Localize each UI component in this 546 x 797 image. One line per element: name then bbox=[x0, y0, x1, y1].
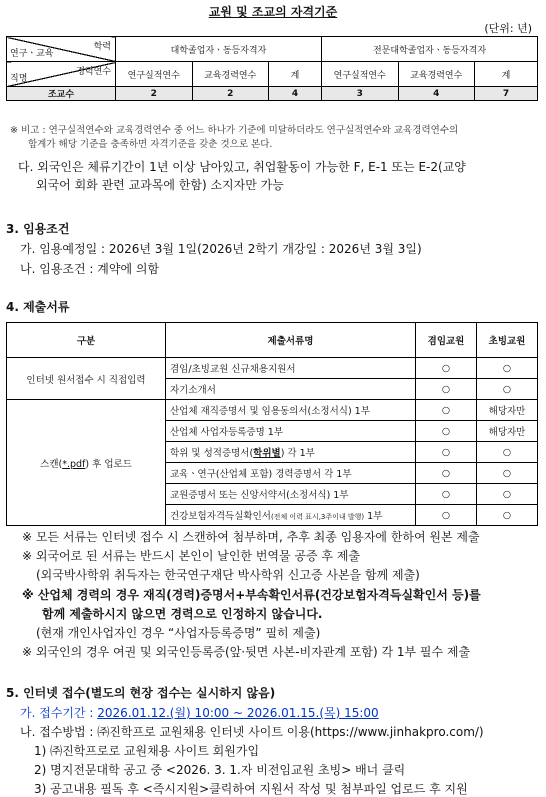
sec3-ga: 가. 임용예정일 : 2026년 3월 1일(2026년 2학기 개강일 : 2026년 3월 3일) bbox=[20, 242, 422, 256]
sec3-na: 나. 임용조건 : 계약에 의함 bbox=[20, 262, 160, 276]
table-row bbox=[7, 358, 538, 379]
sec5-ga: 가. 접수기간 : 2026.01.12.(월) 10:00 ~ 2026.01.15.(목) 15:00 bbox=[20, 706, 379, 720]
mark-cell: ○ bbox=[477, 484, 538, 505]
col-header: 교육경력연수 bbox=[192, 62, 269, 87]
col-header: 교육경력연수 bbox=[398, 62, 475, 87]
doc-name: 겸임/초빙교원 신규채용지원서 bbox=[166, 358, 416, 379]
col-header: 초빙교원 bbox=[477, 323, 538, 358]
group-header-1: 대학졸업자ㆍ동등자격자 bbox=[116, 37, 322, 62]
mark-cell: ○ bbox=[477, 505, 538, 526]
qualification-table bbox=[6, 36, 538, 101]
doc-name: 교육ㆍ연구(산업체 포함) 경력증명서 각 1부 bbox=[166, 463, 416, 484]
mark-cell: ○ bbox=[477, 463, 538, 484]
col-header: 계 bbox=[475, 62, 538, 87]
sec5-na: 나. 접수방법 : ㈜진학프로 교원채용 인터넷 사이트 이용(https://www.jinhakpro.com/) bbox=[20, 725, 484, 739]
col-header: 연구실적연수 bbox=[116, 62, 193, 87]
sec5-step-3: 3) 공고내용 필독 후 <즉시지원>클릭하여 지원서 작성 및 첨부파일 업로드 후 지원 bbox=[34, 782, 468, 796]
col-header: 연구실적연수 bbox=[322, 62, 399, 87]
note-star-2b: (외국박사학위 취득자는 한국연구재단 박사학위 신고증 사본을 함께 제출) bbox=[36, 568, 420, 582]
documents-table bbox=[6, 322, 538, 526]
mark-cell: ○ bbox=[416, 484, 477, 505]
doc-name: 교원증명서 또는 신앙서약서(소정서식) 1부 bbox=[166, 484, 416, 505]
note-star-1: ※ 모든 서류는 인터넷 접수 시 스캔하여 첨부하며, 추후 최종 임용자에 한하여 원본 제출 bbox=[22, 530, 480, 544]
cell-value: 2 bbox=[116, 87, 193, 101]
cell-value: 3 bbox=[322, 87, 399, 101]
col-header: 겸임교원 bbox=[416, 323, 477, 358]
row-label: 조교수 bbox=[7, 87, 116, 101]
mark-cell: ○ bbox=[477, 442, 538, 463]
note-star-2: ※ 외국어로 된 서류는 반드시 본인이 날인한 번역물 공증 후 제출 bbox=[22, 549, 361, 563]
mark-cell: ○ bbox=[477, 358, 538, 379]
mark-cell: 해당자만 bbox=[477, 421, 538, 442]
col-header: 계 bbox=[269, 62, 322, 87]
diag-cell-bottom: 경력연수 직명 bbox=[7, 62, 116, 87]
unit-label: (단위: 년) bbox=[484, 22, 532, 35]
sec5-step-2: 2) 명지전문대학 공고 중 <2026. 3. 1.자 비전임교원 초빙> 배너 클릭 bbox=[34, 763, 406, 777]
section-4-title: 4. 제출서류 bbox=[6, 300, 70, 314]
doc-name: 자기소개서 bbox=[166, 379, 416, 400]
col-header: 제출서류명 bbox=[166, 323, 416, 358]
mark-cell: 해당자만 bbox=[477, 400, 538, 421]
note-star-4: ※ 외국인의 경우 여권 및 외국인등록증(앞·뒷면 사본-비자관계 포함) 각 1부 필수 제출 bbox=[22, 645, 471, 659]
section-3-title: 3. 임용조건 bbox=[6, 222, 70, 236]
doc-name: 산업체 사업자등록증명 1부 bbox=[166, 421, 416, 442]
note-remark: ※ 비고 : 연구실적연수와 교육경력연수 중 어느 하나가 기준에 미달하더라도 연구실적연수와 교육경력연수의 합계가 해당 기준을 충족하면 자격기준을 갖춘 것으로 본다. bbox=[10, 125, 459, 150]
cell-value: 7 bbox=[475, 87, 538, 101]
sec5-step-1: 1) ㈜진학프로로 교원채용 사이트 회원가입 bbox=[34, 744, 260, 758]
doc-name: 건강보험자격득실확인서(전체 이력 표시,3주이내 발행) 1부 bbox=[166, 505, 416, 526]
cell-value: 4 bbox=[398, 87, 475, 101]
para-da: 다. 외국인은 체류기간이 1년 이상 남아있고, 취업활동이 가능한 F, E-1 또는 E-2(교양 외국어 회화 관련 교과목에 한함) 소지자만 가능 bbox=[18, 160, 466, 192]
group-label: 인터넷 원서접수 시 직접입력 bbox=[7, 358, 166, 400]
mark-cell: ○ bbox=[416, 358, 477, 379]
group-label: 스캔(*.pdf) 후 업로드 bbox=[7, 400, 166, 526]
cell-value: 4 bbox=[269, 87, 322, 101]
mark-cell: ○ bbox=[416, 505, 477, 526]
cell-value: 2 bbox=[192, 87, 269, 101]
mark-cell: ○ bbox=[416, 379, 477, 400]
doc-name: 학위 및 성적증명서(학위별) 각 1부 bbox=[166, 442, 416, 463]
mark-cell: ○ bbox=[416, 463, 477, 484]
note-star-3c: (현재 개인사업자인 경우 “사업자등록증명” 필히 제출) bbox=[36, 626, 321, 640]
table-row bbox=[7, 87, 538, 101]
mark-cell: ○ bbox=[477, 379, 538, 400]
col-header: 구분 bbox=[7, 323, 166, 358]
table-row bbox=[7, 400, 538, 421]
doc-title: 교원 및 조교의 자격기준 bbox=[208, 5, 338, 19]
mark-cell: ○ bbox=[416, 442, 477, 463]
section-5-title: 5. 인터넷 접수(별도의 현장 접수는 실시하지 않음) bbox=[6, 686, 276, 700]
diag-cell-top: 학력 연구ㆍ교육 bbox=[7, 37, 116, 62]
group-header-2: 전문대학졸업자ㆍ동등자격자 bbox=[322, 37, 538, 62]
note-star-3a: ※ 산업체 경력의 경우 재직(경력)증명서+부속확인서류(건강보험자격득실확인서 등)를 bbox=[22, 588, 481, 602]
doc-name: 산업체 재직증명서 및 임용동의서(소정서식) 1부 bbox=[166, 400, 416, 421]
note-star-3b: 함께 제출하시지 않으면 경력으로 인정하지 않습니다. bbox=[42, 607, 323, 621]
mark-cell: ○ bbox=[416, 421, 477, 442]
mark-cell: ○ bbox=[416, 400, 477, 421]
